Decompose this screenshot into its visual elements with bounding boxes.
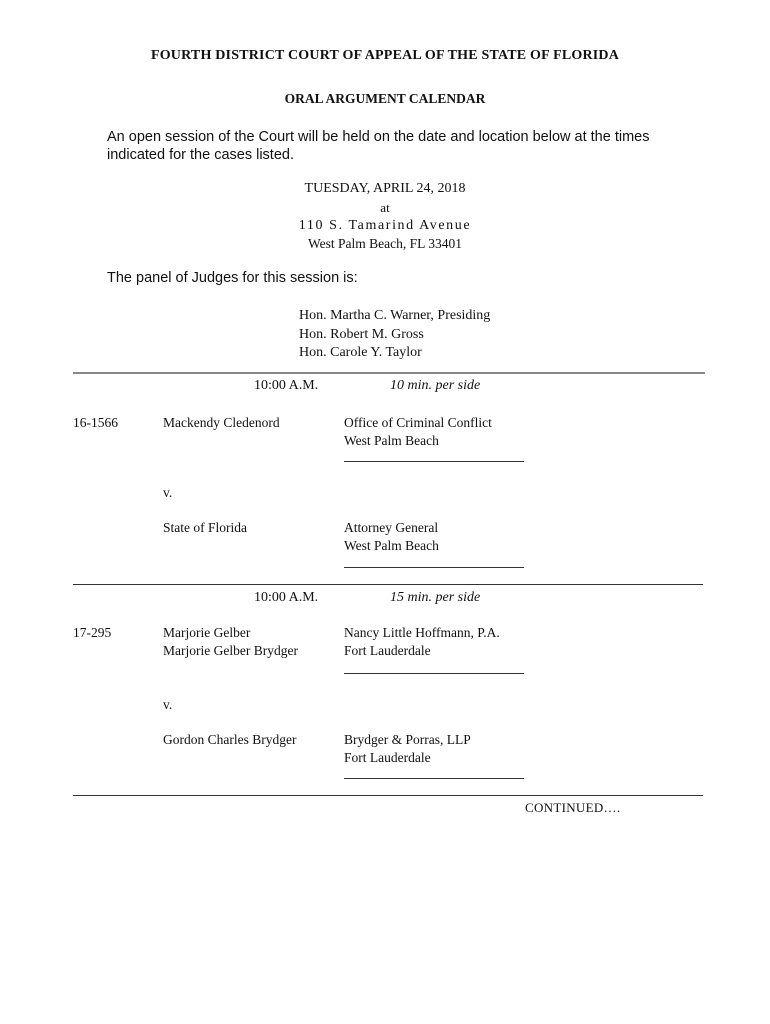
signature-line: [344, 567, 524, 568]
party-line: Marjorie Gelber: [163, 625, 251, 640]
session-address: 110 S. Tamarind Avenue: [298, 218, 472, 233]
continued-note: CONTINUED….: [525, 800, 621, 815]
appellant-counsel: [344, 414, 492, 450]
section-divider: [73, 584, 703, 585]
counsel-line: Fort Lauderdale: [344, 643, 431, 658]
signature-line: [344, 461, 524, 462]
session-at: at: [380, 200, 390, 215]
judge-item: Hon. Robert M. Gross: [299, 326, 424, 342]
appellee-counsel: [344, 731, 471, 767]
appellee-counsel: [344, 519, 439, 555]
case-per-side: 10 min. per side: [390, 378, 481, 393]
appellant-name: Mackendy Cledenord: [163, 415, 280, 430]
appellant-name: [163, 624, 298, 660]
intro-line-2: indicated for the cases listed.: [107, 147, 294, 163]
signature-line: [344, 673, 524, 674]
case-number: 16-1566: [73, 415, 118, 430]
case-time: 10:00 A.M.: [254, 590, 319, 605]
appellee-name: Gordon Charles Brydger: [163, 732, 297, 747]
signature-line: [344, 778, 524, 779]
intro-line-1: An open session of the Court will be held on the date and location below at the times: [107, 129, 650, 145]
court-title: FOURTH DISTRICT COURT OF APPEAL OF THE STATE OF FLORIDA: [150, 48, 620, 63]
calendar-subtitle: ORAL ARGUMENT CALENDAR: [284, 91, 486, 106]
case-per-side: 15 min. per side: [390, 590, 481, 605]
counsel-line: Brydger & Porras, LLP: [344, 732, 471, 747]
section-divider: [73, 372, 705, 374]
intro-paragraph: [107, 128, 649, 164]
counsel-line: Fort Lauderdale: [344, 750, 431, 765]
judge-item: Hon. Martha C. Warner, Presiding: [299, 308, 491, 323]
counsel-line: Office of Criminal Conflict: [344, 415, 492, 430]
section-divider: [73, 795, 703, 796]
panel-intro: The panel of Judges for this session is:: [107, 270, 358, 286]
case-number: 17-295: [73, 625, 112, 640]
session-date: TUESDAY, APRIL 24, 2018: [304, 181, 466, 196]
appellant-counsel: [344, 624, 500, 660]
appellee-name: State of Florida: [163, 520, 247, 535]
session-city: West Palm Beach, FL 33401: [307, 236, 463, 251]
party-line: Marjorie Gelber Brydger: [163, 643, 298, 658]
counsel-line: Attorney General: [344, 520, 439, 535]
judge-item: Hon. Carole Y. Taylor: [299, 345, 422, 360]
counsel-line: Nancy Little Hoffmann, P.A.: [344, 625, 500, 640]
versus: v.: [163, 697, 173, 712]
case-time: 10:00 A.M.: [254, 378, 319, 393]
counsel-line: West Palm Beach: [344, 433, 439, 448]
judges-list: [299, 307, 490, 363]
counsel-line: West Palm Beach: [344, 538, 439, 553]
versus: v.: [163, 485, 173, 500]
